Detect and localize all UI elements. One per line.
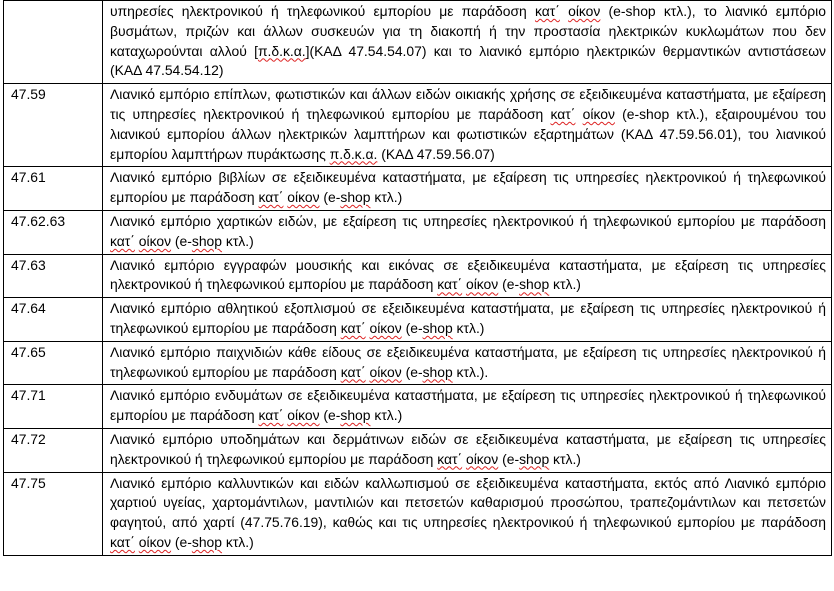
spellcheck-flagged-word: οίκον	[138, 232, 172, 249]
kad-code-cell	[4, 1, 103, 84]
table-row	[4, 472, 832, 555]
description-text: Λιανικό εμπόριο καλλυντικών και ειδών καλλωπισμού σε εξειδικευμένα καταστήματα, εκτός από Λιανικό εμπόριο χαρτιού υγείας, χαρτομάντιλων, μαντιλιών και πετσετών καθαρισμού προσώπου, τραπεζομάντιλων και πετσετών φαγητού, από χαρτί (47.75.76.19), καθώς και τις υπηρεσίες ηλεκτρονικού ή τηλεφωνικού εμπορίου με παράδοση	[110, 474, 826, 531]
table-row	[4, 210, 832, 254]
description-text	[560, 3, 568, 19]
description-text: (ΚΑΔ 47.59.56.07)	[377, 145, 495, 162]
description-text: (e-	[498, 276, 520, 293]
description-text: κτλ.)	[549, 450, 581, 467]
spellcheck-flagged-word: οίκον	[568, 3, 601, 19]
kad-description-cell	[103, 84, 832, 167]
description-text: ](ΚΑΔ 47.54.54.07) και το λιανικό εμπόριο ηλεκτρικών θερμαντικών αντιστάσεων (ΚΑΔ 47.54.54.12)	[110, 42, 826, 79]
description-text: Λιανικό εμπόριο αθλητικού εξοπλισμού σε εξειδικευμένα καταστήματα, με εξαίρεση τις υπηρεσίες ηλεκτρονικού ή τηλεφωνικού εμπορίου με παράδοση	[110, 300, 826, 336]
description-text: (e-shop κτλ.), εξαιρουμένου του λιανικού εμπορίου άλλων ηλεκτρικών λαμπτήρων και φωτιστικών εξαρτημάτων (ΚΑΔ 47.59.56.01), του λιανικού εμπορίου λαμπτήρων πυράκτωσης	[110, 105, 827, 162]
kad-description-cell	[103, 341, 832, 385]
spellcheck-flagged-word: κατ΄	[550, 105, 576, 122]
spellcheck-flagged-word: οίκον	[287, 407, 320, 424]
kad-description-cell	[103, 472, 832, 555]
description-text: (e-	[401, 319, 423, 336]
kad-description-cell	[103, 254, 832, 298]
description-text: (e-	[171, 533, 192, 550]
spellcheck-flagged-word: κατ΄	[340, 363, 366, 380]
kad-description-cell	[103, 428, 832, 472]
description-text: κτλ.).	[452, 363, 489, 380]
spellcheck-flagged-word: κατ΄	[534, 3, 560, 19]
kad-description-cell	[103, 1, 832, 84]
description-text: Λιανικό εμπόριο υποδημάτων και δερμάτινων ειδών σε εξειδικευμένα καταστήματα, με εξαίρεση τις υπηρεσίες ηλεκτρονικού ή τηλεφωνικού εμπορίου με παράδοση	[110, 430, 826, 467]
spellcheck-flagged-word: shop	[191, 533, 223, 550]
spellcheck-flagged-word: shop	[519, 276, 550, 293]
description-text: Λιανικό εμπόριο εγγραφών μουσικής και εικόνας σε εξειδικευμένα καταστήματα, με εξαίρεση τις υπηρεσίες ηλεκτρονικού ή τηλεφωνικού εμπορίου με παράδοση	[110, 256, 826, 293]
spellcheck-flagged-word: οίκον	[582, 105, 615, 122]
spellcheck-flagged-word: κατ΄	[110, 232, 135, 249]
spellcheck-flagged-word: κατ΄	[437, 450, 463, 467]
spellcheck-flagged-word: κατ΄	[437, 276, 463, 293]
kad-code-cell: 47.65	[4, 341, 103, 385]
table-row	[4, 84, 832, 167]
description-text: κτλ.)	[222, 533, 254, 550]
description-text: (e-	[319, 407, 341, 424]
kad-code-cell: 47.59	[4, 84, 103, 167]
description-text: (e-	[498, 450, 520, 467]
spellcheck-flagged-word: κατ΄	[340, 319, 366, 336]
kad-description-cell	[103, 210, 832, 254]
description-text: Λιανικό εμπόριο επίπλων, φωτιστικών και άλλων ειδών οικιακής χρήσης σε εξειδικευμένα καταστήματα, με εξαίρεση τις υπηρεσίες ηλεκτρονικού ή τηλεφωνικού εμπορίου με παράδοση	[110, 86, 826, 122]
spellcheck-flagged-word: οίκον	[465, 276, 499, 293]
description-text: Λιανικό εμπόριο βιβλίων σε εξειδικευμένα καταστήματα, με εξαίρεση τις υπηρεσίες ηλεκτρονικού ή τηλεφωνικού εμπορίου με παράδοση	[110, 169, 826, 206]
kad-table-body	[4, 1, 832, 556]
kad-code-cell: 47.61	[4, 167, 103, 211]
description-text: (e-	[319, 189, 341, 206]
description-text: κτλ.)	[222, 232, 254, 249]
description-text: κτλ.)	[549, 276, 581, 293]
spellcheck-flagged-word: π.δ.κ.α.	[329, 145, 378, 162]
description-text: (e-shop κτλ.), το λιανικό εμπόριο βυσμάτων, πριζών και άλλων συσκευών για τη διακοπή ή την προστασία ηλεκτρικών κυκλωμάτων που δεν καταχωρούνται αλλού [	[110, 3, 826, 59]
table-row	[4, 428, 832, 472]
description-text: κτλ.)	[370, 407, 403, 424]
kad-description-cell	[103, 167, 832, 211]
description-text: κτλ.)	[370, 189, 403, 206]
kad-description-cell	[103, 385, 832, 429]
description-text: Λιανικό εμπόριο χαρτικών ειδών, με εξαίρεση τις υπηρεσίες ηλεκτρονικού ή τηλεφωνικού εμπορίου με παράδοση	[110, 212, 826, 229]
table-row	[4, 167, 832, 211]
spellcheck-flagged-word: οίκον	[369, 363, 402, 380]
table-row	[4, 385, 832, 429]
table-row	[4, 254, 832, 298]
spellcheck-flagged-word: π.δ.κ.α.	[257, 42, 306, 59]
spellcheck-flagged-word: οίκον	[287, 189, 320, 206]
spellcheck-flagged-word: κατ΄	[258, 189, 284, 206]
spellcheck-flagged-word: οίκον	[369, 319, 402, 336]
description-text: υπηρεσίες ηλεκτρονικού ή τηλεφωνικού εμπορίου με παράδοση	[110, 3, 535, 19]
spellcheck-flagged-word: οίκον	[465, 450, 499, 467]
description-text	[575, 106, 582, 122]
kad-code-cell: 47.63	[4, 254, 103, 298]
spellcheck-flagged-word: οίκον	[138, 533, 172, 550]
description-text: (e-	[171, 232, 192, 249]
spellcheck-flagged-word: shop	[422, 363, 453, 380]
spellcheck-flagged-word: shop	[340, 407, 371, 424]
description-text: (e-	[401, 363, 423, 380]
kad-description-cell	[103, 298, 832, 342]
spellcheck-flagged-word: shop	[191, 232, 223, 249]
description-text: κτλ.)	[452, 319, 485, 336]
kad-code-cell: 47.71	[4, 385, 103, 429]
description-text: Λιανικό εμπόριο ενδυμάτων σε εξειδικευμένα καταστήματα, με εξαίρεση τις υπηρεσίες ηλεκτρονικού ή τηλεφωνικού εμπορίου με παράδοση	[110, 387, 826, 424]
kad-table	[3, 0, 832, 556]
spellcheck-flagged-word: κατ΄	[110, 533, 135, 550]
description-text: Λιανικό εμπόριο παιχνιδιών κάθε είδους σε εξειδικευμένα καταστήματα, με εξαίρεση τις υπηρεσίες ηλεκτρονικού ή τηλεφωνικού εμπορίου με παράδοση	[110, 343, 826, 380]
spellcheck-flagged-word: κατ΄	[258, 407, 284, 424]
kad-code-cell: 47.62.63	[4, 210, 103, 254]
kad-code-cell: 47.75	[4, 472, 103, 555]
table-row	[4, 298, 832, 342]
spellcheck-flagged-word: shop	[519, 450, 550, 467]
table-row	[4, 341, 832, 385]
table-row	[4, 1, 832, 84]
kad-code-cell: 47.72	[4, 428, 103, 472]
kad-code-cell: 47.64	[4, 298, 103, 342]
spellcheck-flagged-word: shop	[340, 189, 371, 206]
spellcheck-flagged-word: shop	[422, 319, 453, 336]
